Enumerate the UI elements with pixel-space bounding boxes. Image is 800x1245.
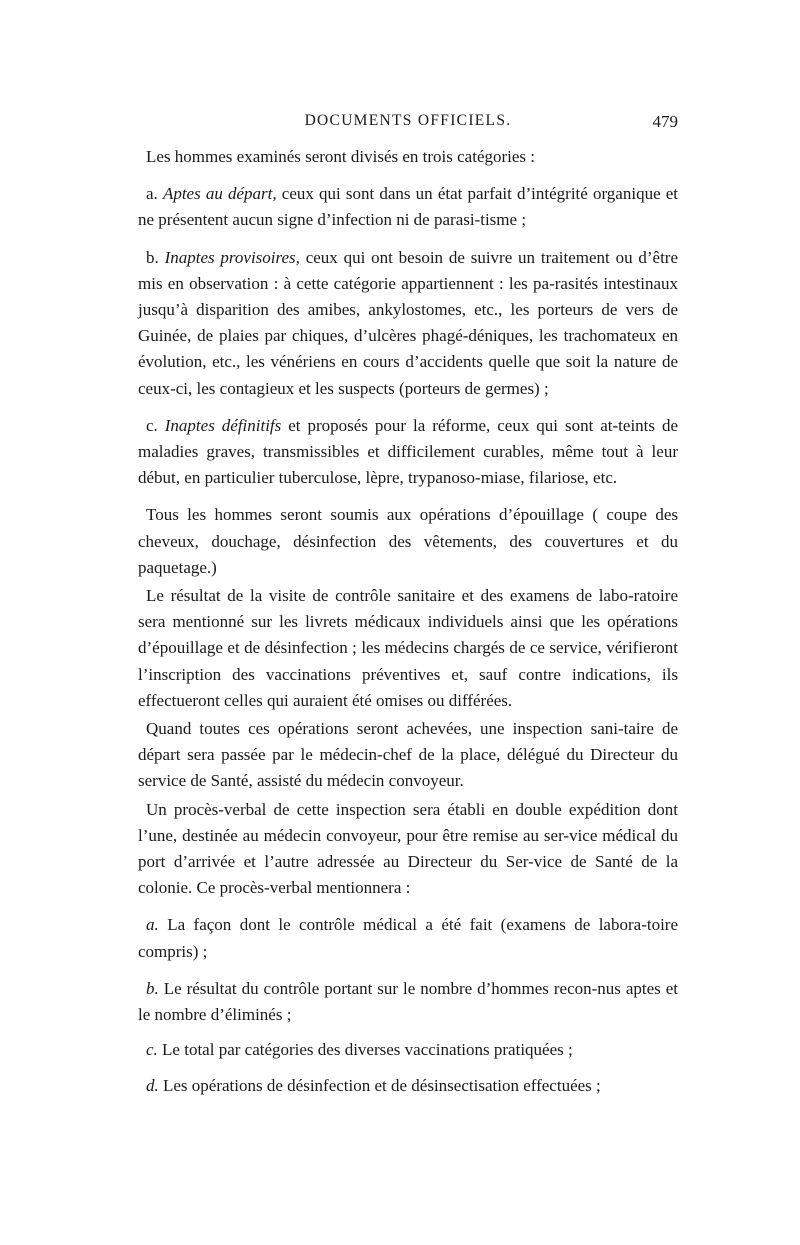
list-item-a-controle — [138, 912, 678, 964]
item-label: c. — [146, 415, 158, 435]
page-number: 479 — [652, 112, 678, 131]
item-text: Les opérations de désinfection et de désinsectisation effectuées ; — [163, 1075, 601, 1095]
list-item-a-aptes — [138, 181, 678, 233]
item-term: Aptes au départ, — [162, 184, 277, 204]
item-text: ceux qui ont besoin de suivre un traitement ou d’être mis en observation : à cette catégorie appartiennent : les pa-rasités intestinaux jusqu’à disparition des amibes, ankylostomes, etc., les porteurs de vers de Guinée, de plaies par chiques, d’ulcères phagé-déniques, les trachomateux en évolution, etc., les vénériens en cours d’accidents quelle que soit la nature de ceux-ci, les contagieux et les suspects (porteurs de germes) ; — [138, 247, 679, 398]
paragraph-text: Tous les hommes seront soumis aux opérations d’épouillage ( coupe des cheveux, douchage, désinfection des vêtements, des couvertures et du paquetage.) — [138, 505, 678, 577]
paragraph-text: Un procès-verbal de cette inspection sera établi en double expédition dont l’une, destinée au médecin convoyeur, pour être remise au ser-vice médical du port d’arrivée et l’autre adressée au Directeur du Ser-vice de Santé de la colonie. Ce procès-verbal mentionnera : — [138, 799, 678, 898]
item-label: b. — [146, 978, 159, 998]
list-item-d-desinfection — [138, 1073, 678, 1099]
paragraph-epouillage — [138, 502, 678, 581]
list-item-c-inaptes-definitifs — [138, 413, 678, 492]
list-item-c-vaccinations — [138, 1037, 678, 1063]
item-text: ceux qui sont dans un état parfait d’intégrité organique et ne présentent aucun signe d’infection ni de parasi-tisme ; — [138, 184, 679, 230]
item-label: d. — [146, 1075, 159, 1095]
paragraph-text: Les hommes examinés seront divisés en trois catégories : — [146, 147, 536, 166]
paragraph-intro — [138, 144, 678, 170]
running-title: DOCUMENTS OFFICIELS. — [304, 112, 512, 129]
document-page — [138, 112, 678, 1099]
item-label: b. — [146, 247, 159, 267]
list-item-b-inaptes-provisoires — [138, 245, 678, 402]
item-label: c. — [146, 1040, 158, 1060]
item-label: a. — [146, 915, 159, 935]
item-text: Le total par catégories des diverses vaccinations pratiquées ; — [162, 1040, 573, 1060]
paragraph-text: Le résultat de la visite de contrôle sanitaire et des examens de labo-ratoire sera mentionné sur les livrets médicaux individuels ainsi que les opérations d’épouillage et de désinfection ; les médecins chargés de ce service, vérifieront l’inscription des vaccinations préventives et, sauf contre indications, ils effectueront celles qui auraient été omises ou différées. — [138, 586, 678, 710]
item-term: Inaptes provisoires, — [164, 247, 300, 267]
item-text: La façon dont le contrôle médical a été fait (examens de labora-toire compris) ; — [138, 915, 679, 961]
paragraph-proces-verbal — [138, 797, 678, 902]
list-item-b-resultat — [138, 976, 678, 1028]
page-header — [138, 112, 678, 138]
paragraph-inspection-depart — [138, 716, 678, 795]
item-label: a. — [146, 184, 158, 204]
paragraph-resultat-visite — [138, 583, 678, 714]
item-term: Inaptes définitifs — [164, 415, 282, 435]
item-text: et proposés pour la réforme, ceux qui sont at-teints de maladies graves, transmissibles et difficilement curables, même tout à leur début, en particulier tuberculose, lèpre, trypanoso-miase, filariose, etc. — [138, 415, 679, 488]
paragraph-text: Quand toutes ces opérations seront achevées, une inspection sani-taire de départ sera passée par le médecin-chef de la place, délégué du Directeur du service de Santé, assisté du médecin convoyeur. — [138, 719, 678, 791]
item-text: Le résultat du contrôle portant sur le nombre d’hommes recon-nus aptes et le nombre d’éliminés ; — [138, 978, 679, 1025]
